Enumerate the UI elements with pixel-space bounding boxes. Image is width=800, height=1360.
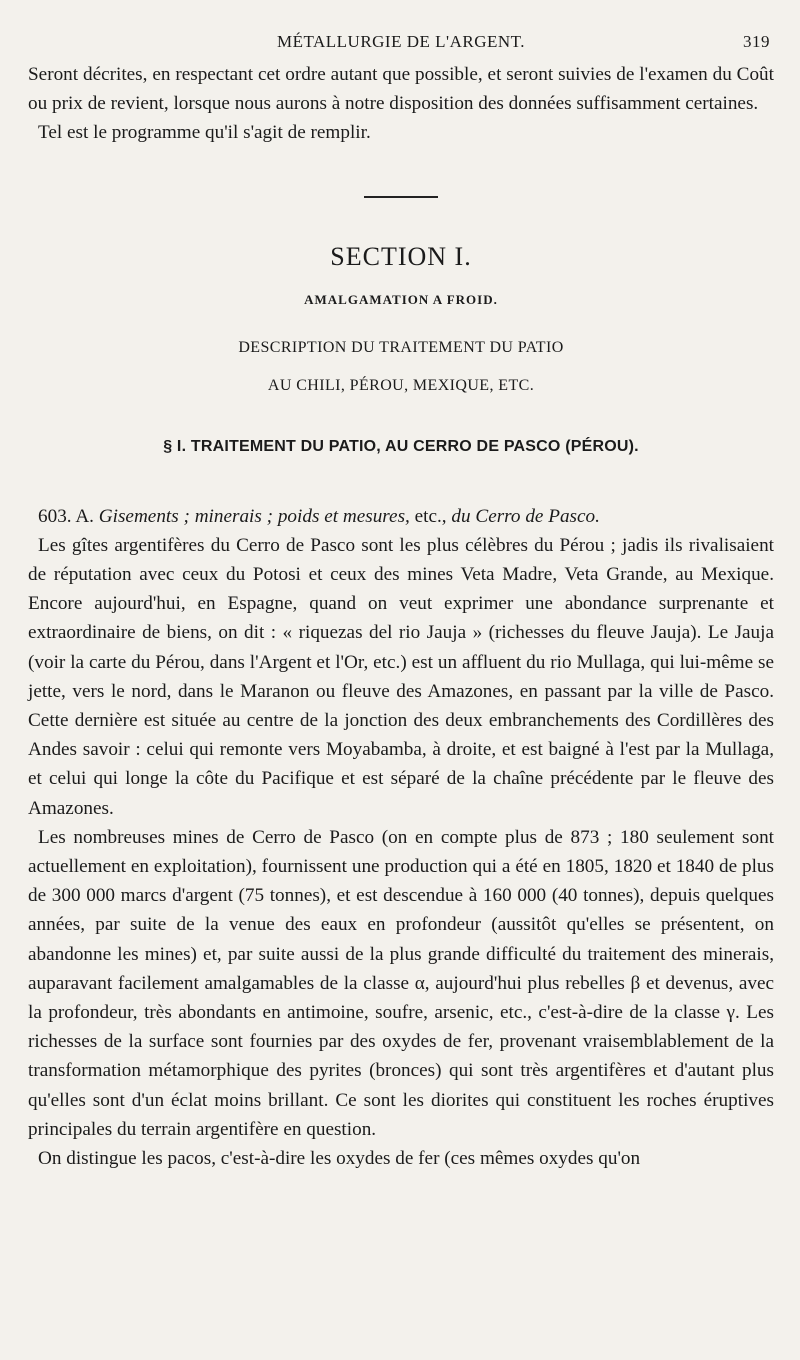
book-page bbox=[28, 26, 774, 1346]
section-title: SECTION I. bbox=[330, 241, 472, 271]
page-number: 319 bbox=[743, 32, 770, 51]
article-heading bbox=[28, 502, 774, 531]
section-subtitle: AMALGAMATION A FROID. bbox=[304, 291, 498, 307]
running-head bbox=[28, 26, 774, 60]
section-description-line1: DESCRIPTION DU TRAITEMENT DU PATIO bbox=[238, 338, 564, 356]
intro-paragraph-program: Tel est le programme qu'il s'agit de remplir. bbox=[38, 122, 371, 144]
article-number: 603. A. bbox=[38, 505, 94, 527]
article-heading-topics: Gisements ; minerais ; poids et mesures, bbox=[98, 505, 410, 527]
article-heading-place: du Cerro de Pasco. bbox=[451, 505, 600, 527]
running-title: MÉTALLURGIE DE L'ARGENT. bbox=[276, 32, 526, 51]
article-heading-etc: etc., bbox=[409, 505, 452, 527]
section-description-line2: AU CHILI, PÉROU, MEXIQUE, ETC. bbox=[267, 376, 535, 394]
subsection-heading: § I. TRAITEMENT DU PATIO, AU CERRO DE PASCO (PÉROU). bbox=[163, 437, 639, 455]
section-divider bbox=[364, 196, 438, 198]
body-paragraph-1: Les gîtes argentifères du Cerro de Pasco sont les plus célèbres du Pérou ; jadis ils rivalisaient de réputation avec ceux du Potosi et ceux des mines Veta Madre, Veta Grande, au Mexique. Encore aujourd'hui, en Espagne, quand on veut exprimer une abondance surprenante et extraordinaire de biens, on dit : « riquezas del rio Jauja » (richesses du fleuve Jauja). Le Jauja (voir la carte du Pérou, dans l'Argent et l'Or, etc.) est un affluent du rio Mullaga, qui lui-même se jette, vers le nord, dans le Maranon ou fleuve des Amazones, en passant par la ville de Pasco. Cette dernière est située au centre de la jonction des deux embranchements des Cordillères des Andes savoir : celui qui remonte vers Moyabamba, à droite, et est baigné à l'est par la Mullaga, et celui qui longe la côte du Pacifique et est séparé de la chaîne précédente par le fleuve des Amazones. bbox=[28, 534, 774, 819]
body-paragraph-3: On distingue les pacos, c'est-à-dire les oxydes de fer (ces mêmes oxydes qu'on bbox=[38, 1148, 641, 1170]
intro-paragraph: Seront décrites, en respectant cet ordre autant que possible, et seront suivies de l'examen du Coût ou prix de revient, lorsque nous aurons à notre disposition des données suffisamment certaines. bbox=[28, 64, 774, 115]
body-paragraph-2: Les nombreuses mines de Cerro de Pasco (on en compte plus de 873 ; 180 seulement sont actuellement en exploitation), fournissent une production qui a été en 1805, 1820 et 1840 de plus de 300 000 marcs d'argent (75 tonnes), et est descendue à 160 000 (40 tonnes), depuis quelques années, par suite de la venue des eaux en profondeur (aussitôt qu'elles se présentent, on abandonne les mines) et, par suite aussi de la plus grande difficulté du traitement des minerais, auparavant facilement amalgamables de la classe α, aujourd'hui plus rebelles β et devenus, avec la profondeur, très abondants en antimoine, soufre, arsenic, etc., c'est-à-dire de la classe γ. Les richesses de la surface sont fournies par des oxydes de fer, provenant vraisemblablement de la transformation métamorphique des pyrites (bronces) qui sont très argentifères et d'autant plus qu'elles sont d'un éclat moins brillant. Ce sont les diorites qui constituent les roches éruptives principales du terrain argentifère en question. bbox=[28, 826, 774, 1140]
